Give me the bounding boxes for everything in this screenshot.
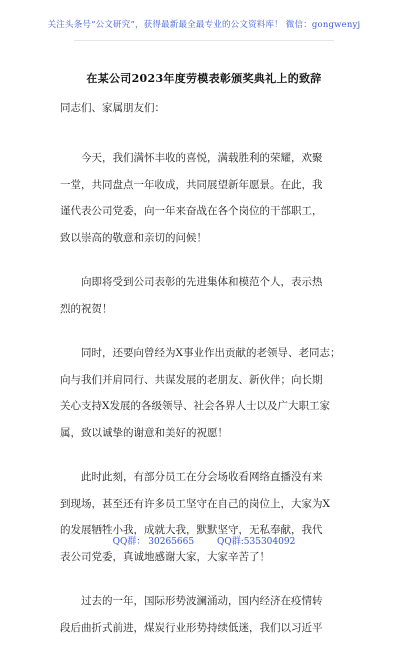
text-line: 向即将受到公司表彰的先进集体和模范个人，表示热 [81, 276, 323, 288]
text-line: 致以崇高的敬意和亲切的问候！ [60, 231, 207, 244]
text-line: 关心支持X发展的各级领导、社会各界人士以及广大职工家 [60, 400, 330, 412]
text-line: 此时此刻，有部分员工在分会场收看网络直播没有来 [81, 471, 323, 483]
text-line: 今天，我们满怀丰收的喜悦，满载胜利的荣耀，欢聚 [81, 152, 323, 164]
text-line: 过去的一年，国际形势波澜涌动，国内经济在疫情转 [81, 595, 323, 607]
text-line: 段后曲折式前进，煤炭行业形势持续低迷，我们以习近平 [60, 621, 323, 634]
text-line: 一堂，共同盘点一年收成，共同展望新年愿景。在此，我 [60, 178, 323, 191]
text-line: 属，致以诚挚的谢意和美好的祝愿！ [60, 426, 228, 439]
document-title: 在某公司2023年度劳模表彰颁奖典礼上的致辞 [86, 72, 322, 85]
paragraph-5 [60, 588, 352, 641]
text-line: 向与我们并肩同行、共谋发展的老朋友、新伙伴；向长期 [60, 373, 323, 386]
text-line: 到现场，甚至还有许多员工坚守在自己的岗位上，大家为X [60, 497, 330, 510]
footer-qq-group-2: QQ群:535304092 [216, 537, 296, 547]
header-divider [74, 40, 334, 41]
paragraph-3 [60, 340, 352, 446]
paragraph-2 [60, 269, 352, 322]
footer-contact [0, 534, 408, 547]
text-line: 的发展牺牲小我，成就大我，默默坚守，无私奉献，我代 [60, 524, 323, 536]
text-line: 同时，还要向曾经为X事业作出贡献的老领导、老同志； [81, 347, 341, 359]
text-line: 谨代表公司党委，向一年来奋战在各个岗位的干部职工， [60, 205, 323, 217]
paragraph-4 [60, 464, 352, 570]
document-body [60, 100, 352, 659]
text-line: 表公司党委，真诚地感谢大家，大家辛苦了！ [60, 550, 270, 563]
salutation: 同志们、家属朋友们： [60, 102, 165, 114]
header-note: 关注头条号“公文研究”，获得最新最全最专业的公文资料库！ 微信：gongwenyj [47, 20, 361, 30]
text-line: 烈的祝贺！ [60, 302, 113, 315]
footer-qq-group-1: QQ群： 30265665 [112, 537, 195, 547]
paragraph-1 [60, 145, 352, 251]
